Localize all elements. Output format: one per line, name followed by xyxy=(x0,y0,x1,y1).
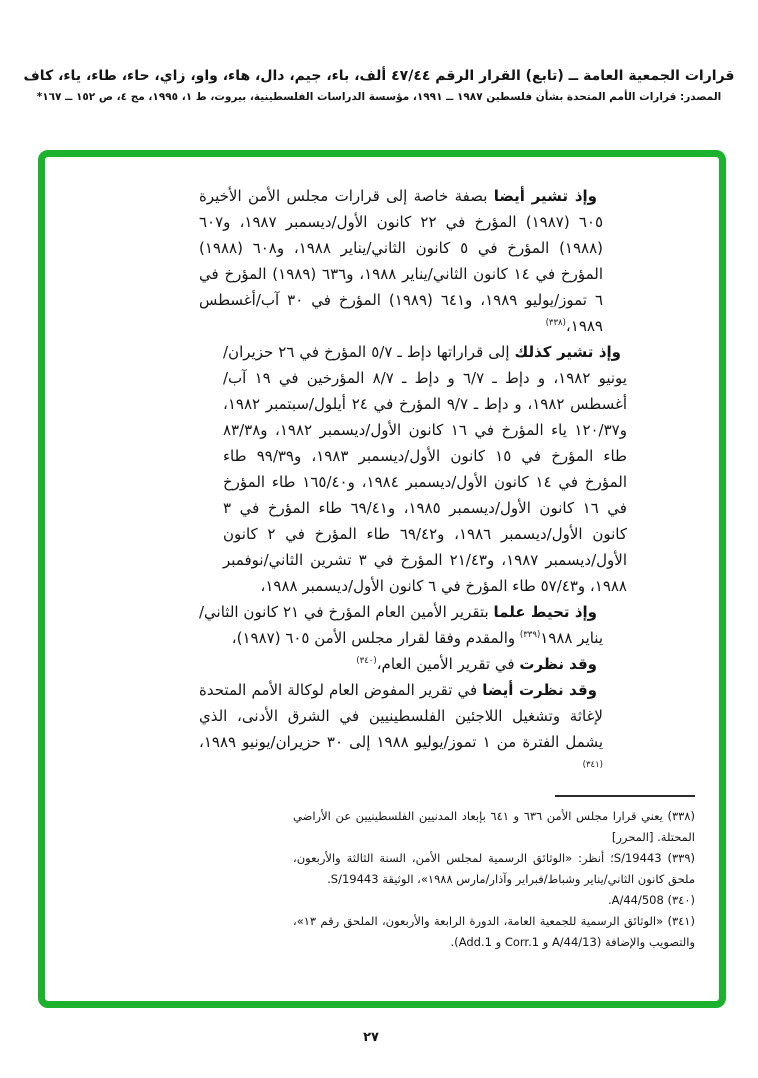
text-segment: والمقدم وفقا لقرار مجلس الأمن ٦٠٥ (١٩٨٧)، xyxy=(231,629,520,647)
footnote-item xyxy=(293,806,695,848)
footnote-separator xyxy=(555,795,695,797)
footnote-text: «الوثائق الرسمية للجمعية العامة، الدورة الرابعة والأربعون، الملحق رقم ١٣»، والتصويب والإضافة (A/44/13 و Corr.1 و Add.1). xyxy=(293,914,695,949)
page-header xyxy=(0,68,758,103)
source-citation: المصدر: قرارات الأمم المتحدة بشأن فلسطين ١٩٨٧ ــ ١٩٩١، مؤسسة الدراسات الفلسطينية، بيروت، ط ١، ١٩٩٥، مج ٤، ص ١٥٢ ــ ١٦٧* xyxy=(36,91,722,103)
footnote-label: (٣٣٩) xyxy=(661,851,695,865)
footnote-text: يعني قرارا مجلس الأمن ٦٣٦ و ٦٤١ بإبعاد المدنيين الفلسطينيين عن الأراضي المحتلة. [المحرر] xyxy=(293,809,695,844)
paragraph-lead-bold: وقد نظرت xyxy=(519,655,597,673)
paragraph xyxy=(199,651,603,677)
text-segment: في تقرير المفوض العام لوكالة الأمم المتحدة لإغاثة وتشغيل اللاجئين الفلسطينيين في الشرق الأدنى، الذي يشمل الفترة من ١ تموز/يوليو ١٩٨٨ إلى ٣٠ حزيران/يونيو ١٩٨٩، xyxy=(199,681,603,751)
footnote-marker: (٣٣٩) xyxy=(519,630,541,640)
footnote-text: A/44/508. xyxy=(607,893,664,907)
paragraph-lead-bold: وإذ تحيط علما xyxy=(493,603,597,621)
green-annotation-frame xyxy=(38,150,726,1008)
text-segment: بتقرير الأمين العام المؤرخ في ٢١ كانون الثاني/يناير ١٩٨٨ xyxy=(199,603,603,647)
footnote-marker: (٣٣٨) xyxy=(545,318,566,328)
paragraph xyxy=(199,677,603,781)
page-number: ٢٧ xyxy=(363,1030,379,1045)
footnote-item xyxy=(293,890,695,911)
footnote-marker: (٣٤١) xyxy=(582,760,603,770)
document-title: قرارات الجمعية العامة ــ (تابع) القرار الرقم ٤٧/٤٤ ألف، باء، جيم، دال، هاء، واو، زاي، حاء، طاء، ياء، كاف xyxy=(23,68,735,84)
footnote-label: (٣٣٨) xyxy=(662,809,695,823)
text-segment: بصفة خاصة إلى قرارات مجلس الأمن الأخيرة ٦٠٥ (١٩٨٧) المؤرخ في ٢٢ كانون الأول/ديسمبر ١٩٨٧، و٦٠٧ (١٩٨٨) المؤرخ في ٥ كانون الثاني/يناير ١٩٨٨، و٦٠٨ (١٩٨٨) المؤرخ في ١٤ كانون الثاني/يناير ١٩٨٨، و٦٣٦ (١٩٨٩) المؤرخ في ٦ تموز/يوليو ١٩٨٩، و٦٤١ (١٩٨٩) المؤرخ في ٣٠ آب/أغسطس ١٩٨٩، xyxy=(199,187,604,335)
footnote-item xyxy=(293,911,695,953)
paragraph-lead-bold: وقد نظرت أيضا xyxy=(482,681,597,699)
resolution-text xyxy=(199,183,628,781)
paragraph xyxy=(199,183,603,339)
paragraph xyxy=(223,339,627,599)
footnote-text: S/19443؛ أنظر: «الوثائق الرسمية لمجلس الأمن، السنة الثالثة والأربعون، ملحق كانون الثاني/يناير وشباط/فبراير وآذار/مارس ١٩٨٨»، الوثيقة S/19443. xyxy=(293,851,695,886)
paragraph xyxy=(199,599,603,651)
footnotes-list xyxy=(293,806,695,953)
footnote-marker: (٣٤٠) xyxy=(356,656,377,666)
footnote-item xyxy=(293,848,695,890)
paragraph-lead-bold: وإذ تشير كذلك xyxy=(514,343,621,361)
footnote-label: (٣٤٠) xyxy=(663,893,695,907)
footnote-label: (٣٤١) xyxy=(663,914,695,928)
text-segment: في تقرير الأمين العام، xyxy=(376,655,520,673)
paragraph-lead-bold: وإذ تشير أيضا xyxy=(493,187,597,205)
text-segment: إلى قراراتها دإط ـ ٥/٧ المؤرخ في ٢٦ حزيران/يونيو ١٩٨٢، و دإط ـ ٦/٧ و دإط ـ ٨/٧ المؤرخين في ١٩ آب/أغسطس ١٩٨٢، و دإط ـ ٩/٧ المؤرخ في ٢٤ أيلول/سبتمبر ١٩٨٢، و١٢٠/٣٧ ياء المؤرخ في ١٦ كانون الأول/ديسمبر ١٩٨٢، و٨٣/٣٨ طاء المؤرخ في ١٥ كانون الأول/ديسمبر ١٩٨٣، و٩٩/٣٩ طاء المؤرخ في ١٤ كانون الأول/ديسمبر ١٩٨٤، و١٦٥/٤٠ طاء المؤرخ في ١٦ كانون الأول/ديسمبر ١٩٨٥، و٦٩/٤١ طاء المؤرخ في ٣ كانون الأول/ديسمبر ١٩٨٦، و٦٩/٤٢ طاء المؤرخ في ٢ كانون الأول/ديسمبر ١٩٨٧، و٢١/٤٣ المؤرخ في ٣ تشرين الثاني/نوفمبر ١٩٨٨، و٥٧/٤٣ طاء المؤرخ في ٦ كانون الأول/ديسمبر ١٩٨٨، xyxy=(223,343,628,595)
